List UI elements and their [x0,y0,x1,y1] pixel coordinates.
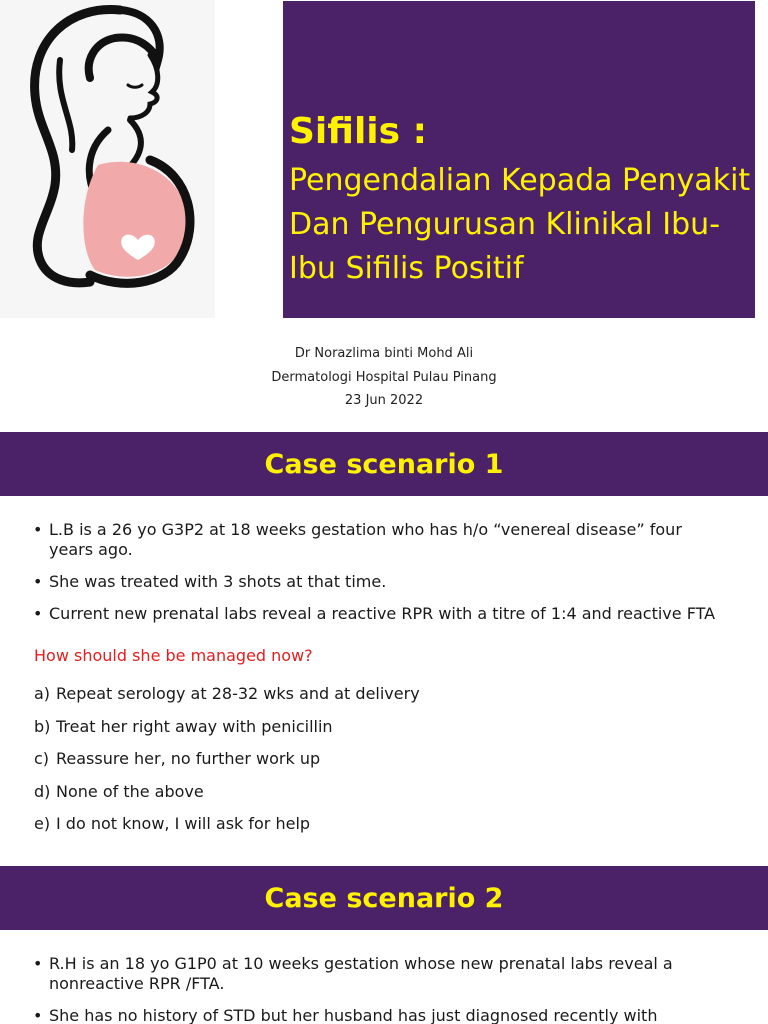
author-department: Dermatologi Hospital Pulau Pinang [271,369,497,385]
title-slide [0,0,768,432]
case-scenario-1-slide [0,432,768,864]
pregnant-woman-icon [0,0,215,318]
option-letter: a) [34,684,51,703]
author-name: Dr Norazlima binti Mohd Ali [294,346,474,361]
option-letter: c) [34,749,50,768]
option-text: I do not know, I will ask for help [56,814,311,833]
answer-option [0,749,768,769]
answer-option [0,814,768,834]
list-item: • Current new prenatal labs reveal a reactive RPR with a titre of 1:4 and reactive FTA [0,604,768,624]
option-text: Repeat serology at 28-32 wks and at delivery [56,684,420,703]
option-text: None of the above [56,781,204,801]
case-title: Case scenario 2 [264,882,504,914]
list-item: • R.H is an 18 yo G1P0 at 10 weeks gestation whose new prenatal labs reveal a nonreactive RPR /FTA. [0,954,768,994]
answer-option [0,782,768,802]
case-header [0,432,768,496]
case-header [0,866,768,930]
option-letter: d) [34,781,51,801]
option-letter: e) [34,814,51,833]
author-block [0,342,768,413]
case-question: How should she be managed now? [34,646,313,665]
option-letter: b) [34,716,51,736]
option-text: Treat her right away with penicillin [56,716,333,736]
list-item: • She was treated with 3 shots at that time. [0,572,768,592]
slide-subtitle: Pengendalian Kepada Penyakit Dan Pengurusan Klinikal Ibu-Ibu Sifilis Positif [289,163,751,286]
presentation-date: 23 Jun 2022 [344,393,424,408]
option-text: Reassure her, no further work up [56,749,321,768]
slide-title: Sifilis : [289,111,427,152]
case-title: Case scenario 1 [264,448,504,480]
answer-option [0,684,768,704]
list-item: • She has no history of STD but her husband has just diagnosed recently with [0,1006,768,1024]
answer-options [0,684,768,847]
list-item: • L.B is a 26 yo G3P2 at 18 weeks gestation who has h/o “venereal disease” four years ago. [0,520,768,560]
title-box [283,1,755,318]
case-bullet-list [0,520,768,636]
case-bullet-list [0,954,768,1024]
answer-option [0,717,768,737]
case-scenario-2-slide [0,866,768,1024]
